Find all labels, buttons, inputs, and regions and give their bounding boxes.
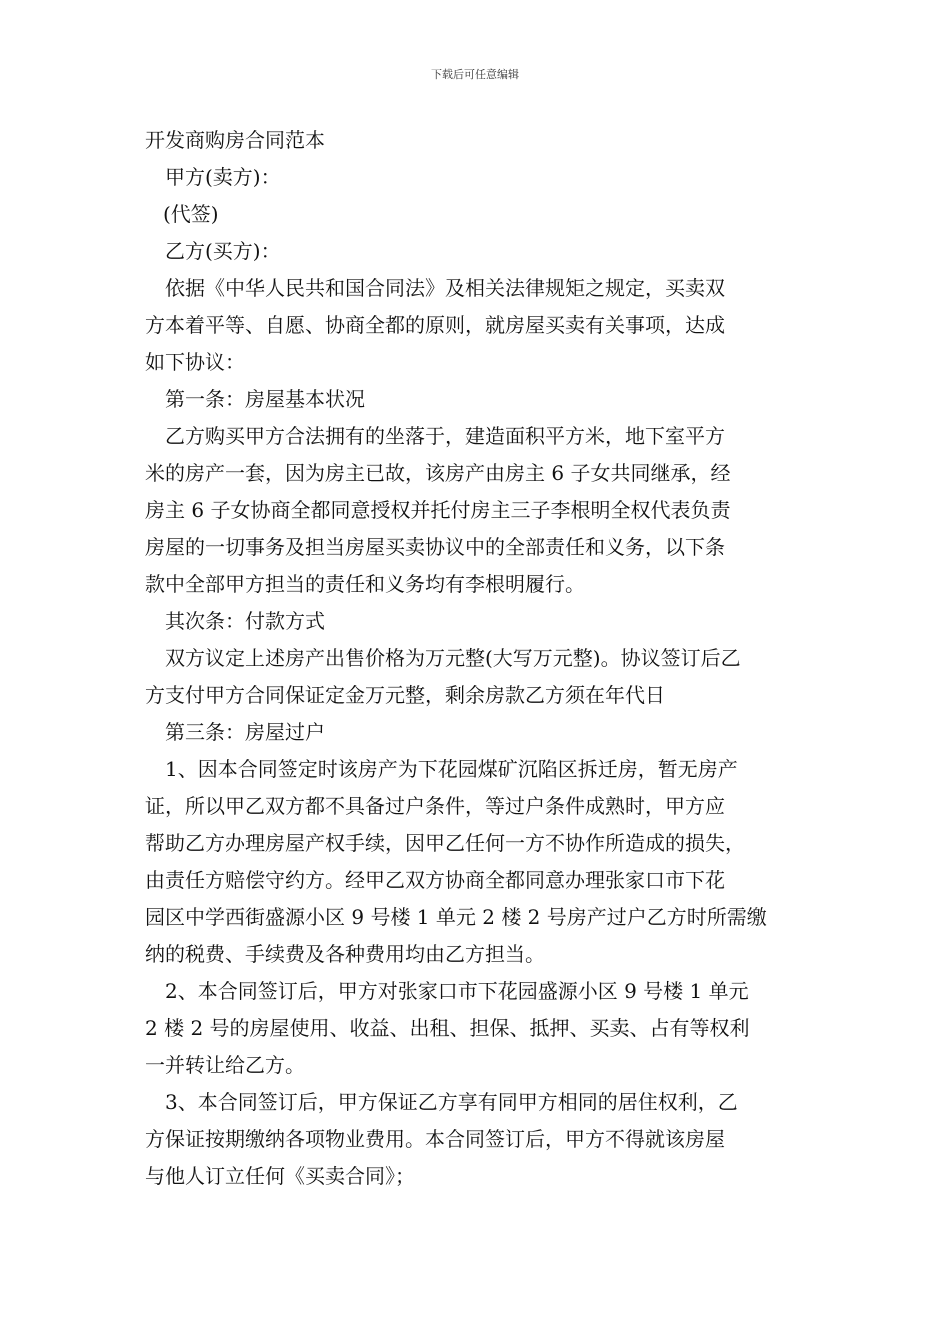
paragraph-line: 园区中学西街盛源小区 9 号楼 1 单元 2 楼 2 号房产过户乙方时所需缴 bbox=[145, 905, 767, 929]
clause-3-paragraph bbox=[145, 1084, 807, 1195]
clause-2-paragraph bbox=[145, 973, 807, 1084]
proxy-line: (代签) bbox=[163, 202, 219, 226]
preamble-paragraph bbox=[145, 270, 807, 381]
paragraph-line: 款中全部甲方担当的责任和义务均有李根明履行。 bbox=[145, 572, 585, 596]
paragraph-line: 房主 6 子女协商全都同意授权并托付房主三子李根明全权代表负责 bbox=[145, 498, 731, 522]
article-1-heading: 第一条：房屋基本状况 bbox=[165, 387, 365, 411]
paragraph-line: 帮助乙方办理房屋产权手续，因甲乙任何一方不协作所造成的损失， bbox=[145, 831, 745, 855]
paragraph-line: 方保证按期缴纳各项物业费用。本合同签订后，甲方不得就该房屋 bbox=[145, 1127, 725, 1151]
document-body bbox=[145, 122, 807, 1195]
paragraph-line: 一并转让给乙方。 bbox=[145, 1053, 305, 1077]
paragraph-line: 与他人订立任何《买卖合同》； bbox=[145, 1164, 415, 1188]
paragraph-line: 证，所以甲乙双方都不具备过户条件，等过户条件成熟时，甲方应 bbox=[145, 794, 725, 818]
article-3-heading: 第三条：房屋过户 bbox=[165, 720, 325, 744]
paragraph-line: 如下协议： bbox=[145, 350, 245, 374]
article-2-heading: 其次条：付款方式 bbox=[165, 609, 325, 633]
paragraph-line: 方本着平等、自愿、协商全都的原则，就房屋买卖有关事项，达成 bbox=[145, 313, 725, 337]
party-b-line: 乙方(买方)： bbox=[165, 239, 281, 263]
article-2-paragraph bbox=[145, 640, 807, 714]
paragraph-line: 方支付甲方合同保证定金万元整，剩余房款乙方须在年代日 bbox=[145, 683, 665, 707]
paragraph-line: 米的房产一套，因为房主已故，该房产由房主 6 子女共同继承，经 bbox=[145, 461, 731, 485]
paragraph-line: 房屋的一切事务及担当房屋买卖协议中的全部责任和义务，以下条 bbox=[145, 535, 725, 559]
paragraph-line: 乙方购买甲方合法拥有的坐落于，建造面积平方米，地下室平方 bbox=[165, 424, 725, 448]
article-1-paragraph bbox=[145, 418, 807, 603]
document-title: 开发商购房合同范本 bbox=[145, 128, 325, 152]
paragraph-line: 双方议定上述房产出售价格为万元整(大写万元整)。协议签订后乙 bbox=[165, 646, 741, 670]
clause-1-paragraph bbox=[145, 751, 807, 973]
page-header: 下载后可任意编辑 bbox=[431, 68, 519, 81]
paragraph-line: 依据《中华人民共和国合同法》及相关法律规矩之规定，买卖双 bbox=[165, 276, 725, 300]
party-a-line: 甲方(卖方)： bbox=[165, 165, 281, 189]
paragraph-line: 纳的税费、手续费及各种费用均由乙方担当。 bbox=[145, 942, 545, 966]
paragraph-line: 1、因本合同签定时该房产为下花园煤矿沉陷区拆迁房，暂无房产 bbox=[165, 757, 738, 781]
paragraph-line: 由责任方赔偿守约方。经甲乙双方协商全都同意办理张家口市下花 bbox=[145, 868, 725, 892]
paragraph-line: 2 楼 2 号的房屋使用、收益、出租、担保、抵押、买卖、占有等权利 bbox=[145, 1016, 750, 1040]
paragraph-line: 3、本合同签订后，甲方保证乙方享有同甲方相同的居住权利，乙 bbox=[165, 1090, 738, 1114]
paragraph-line: 2、本合同签订后，甲方对张家口市下花园盛源小区 9 号楼 1 单元 bbox=[165, 979, 749, 1003]
